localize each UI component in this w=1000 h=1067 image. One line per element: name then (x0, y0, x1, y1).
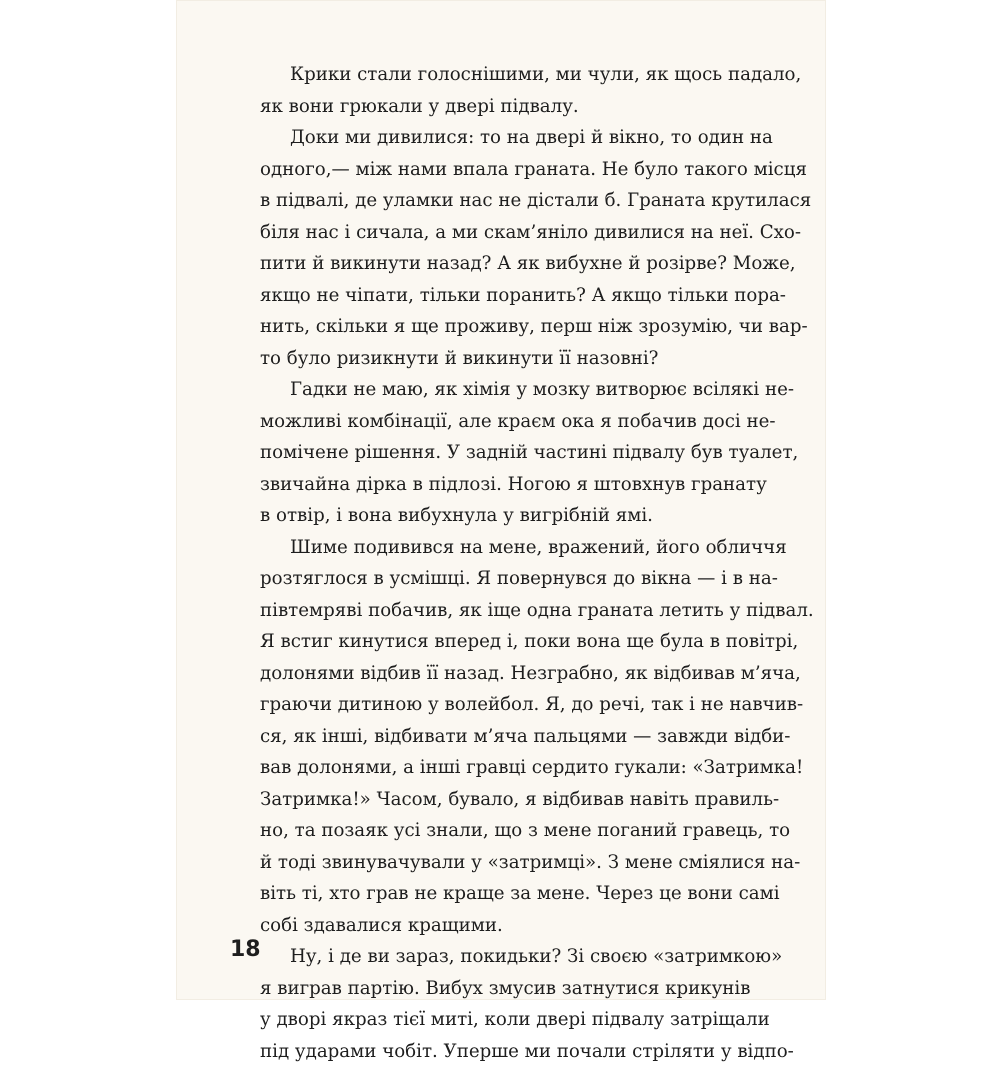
paragraph (260, 941, 750, 1067)
text-line: півтемряві побачив, як іще одна граната летить у підвал. (260, 595, 750, 627)
text-line: можливі комбінації, але краєм ока я побачив досі не- (260, 406, 750, 438)
text-line: під ударами чобіт. Уперше ми почали стріляти у відпо- (260, 1036, 750, 1067)
paragraph (260, 532, 750, 942)
body-text (260, 59, 750, 1067)
text-line: Доки ми дивилися: то на двері й вікно, то один на (260, 122, 750, 154)
text-line: біля нас і сичала, а ми скам’яніло дивилися на неї. Схо- (260, 217, 750, 249)
text-line: ся, як інші, відбивати м’яча пальцями — завжди відби- (260, 721, 750, 753)
paragraph (260, 59, 750, 122)
text-line: одного,— між нами впала граната. Не було такого місця (260, 154, 750, 186)
text-line: Я встиг кинутися вперед і, поки вона ще була в повітрі, (260, 626, 750, 658)
book-page (176, 0, 826, 1000)
text-line: я виграв партію. Вибух змусив затнутися крикунів (260, 973, 750, 1005)
text-line: собі здавалися кращими. (260, 910, 750, 942)
text-line: у дворі якраз тієї миті, коли двері підвалу затріщали (260, 1004, 750, 1036)
text-line: долонями відбив її назад. Незграбно, як відбивав м’яча, (260, 658, 750, 690)
text-line: Затримка!» Часом, бувало, я відбивав навіть правиль- (260, 784, 750, 816)
page-number: 18 (230, 937, 261, 962)
text-line: Ну, і де ви зараз, покидьки? Зі своєю «затримкою» (260, 941, 750, 973)
text-line: Гадки не маю, як хімія у мозку витворює всілякі не- (260, 374, 750, 406)
text-line: Шиме подивився на мене, вражений, його обличчя (260, 532, 750, 564)
paragraph (260, 374, 750, 532)
text-line: пити й викинути назад? А як вибухне й розірве? Може, (260, 248, 750, 280)
text-line: в отвір, і вона вибухнула у вигрібній ямі. (260, 500, 750, 532)
text-line: звичайна дірка в підлозі. Ногою я штовхнув гранату (260, 469, 750, 501)
text-line: помічене рішення. У задній частині підвалу був туалет, (260, 437, 750, 469)
text-line: в підвалі, де уламки нас не дістали б. Граната крутилася (260, 185, 750, 217)
text-line: Крики стали голоснішими, ми чули, як щось падало, (260, 59, 750, 91)
text-line: нить, скільки я ще проживу, перш ніж зрозумію, чи вар- (260, 311, 750, 343)
text-line: то було ризикнути й викинути її назовні? (260, 343, 750, 375)
text-line: граючи дитиною у волейбол. Я, до речі, так і не навчив- (260, 689, 750, 721)
text-line: як вони грюкали у двері підвалу. (260, 91, 750, 123)
text-line: й тоді звинувачували у «затримці». З мене сміялися на- (260, 847, 750, 879)
text-line: якщо не чіпати, тільки поранить? А якщо тільки пора- (260, 280, 750, 312)
paragraph (260, 122, 750, 374)
text-line: віть ті, хто грав не краще за мене. Через це вони самі (260, 878, 750, 910)
text-line: розтяглося в усмішці. Я повернувся до вікна — і в на- (260, 563, 750, 595)
text-line: вав долонями, а інші гравці сердито гукали: «Затримка! (260, 752, 750, 784)
text-line: но, та позаяк усі знали, що з мене поганий гравець, то (260, 815, 750, 847)
